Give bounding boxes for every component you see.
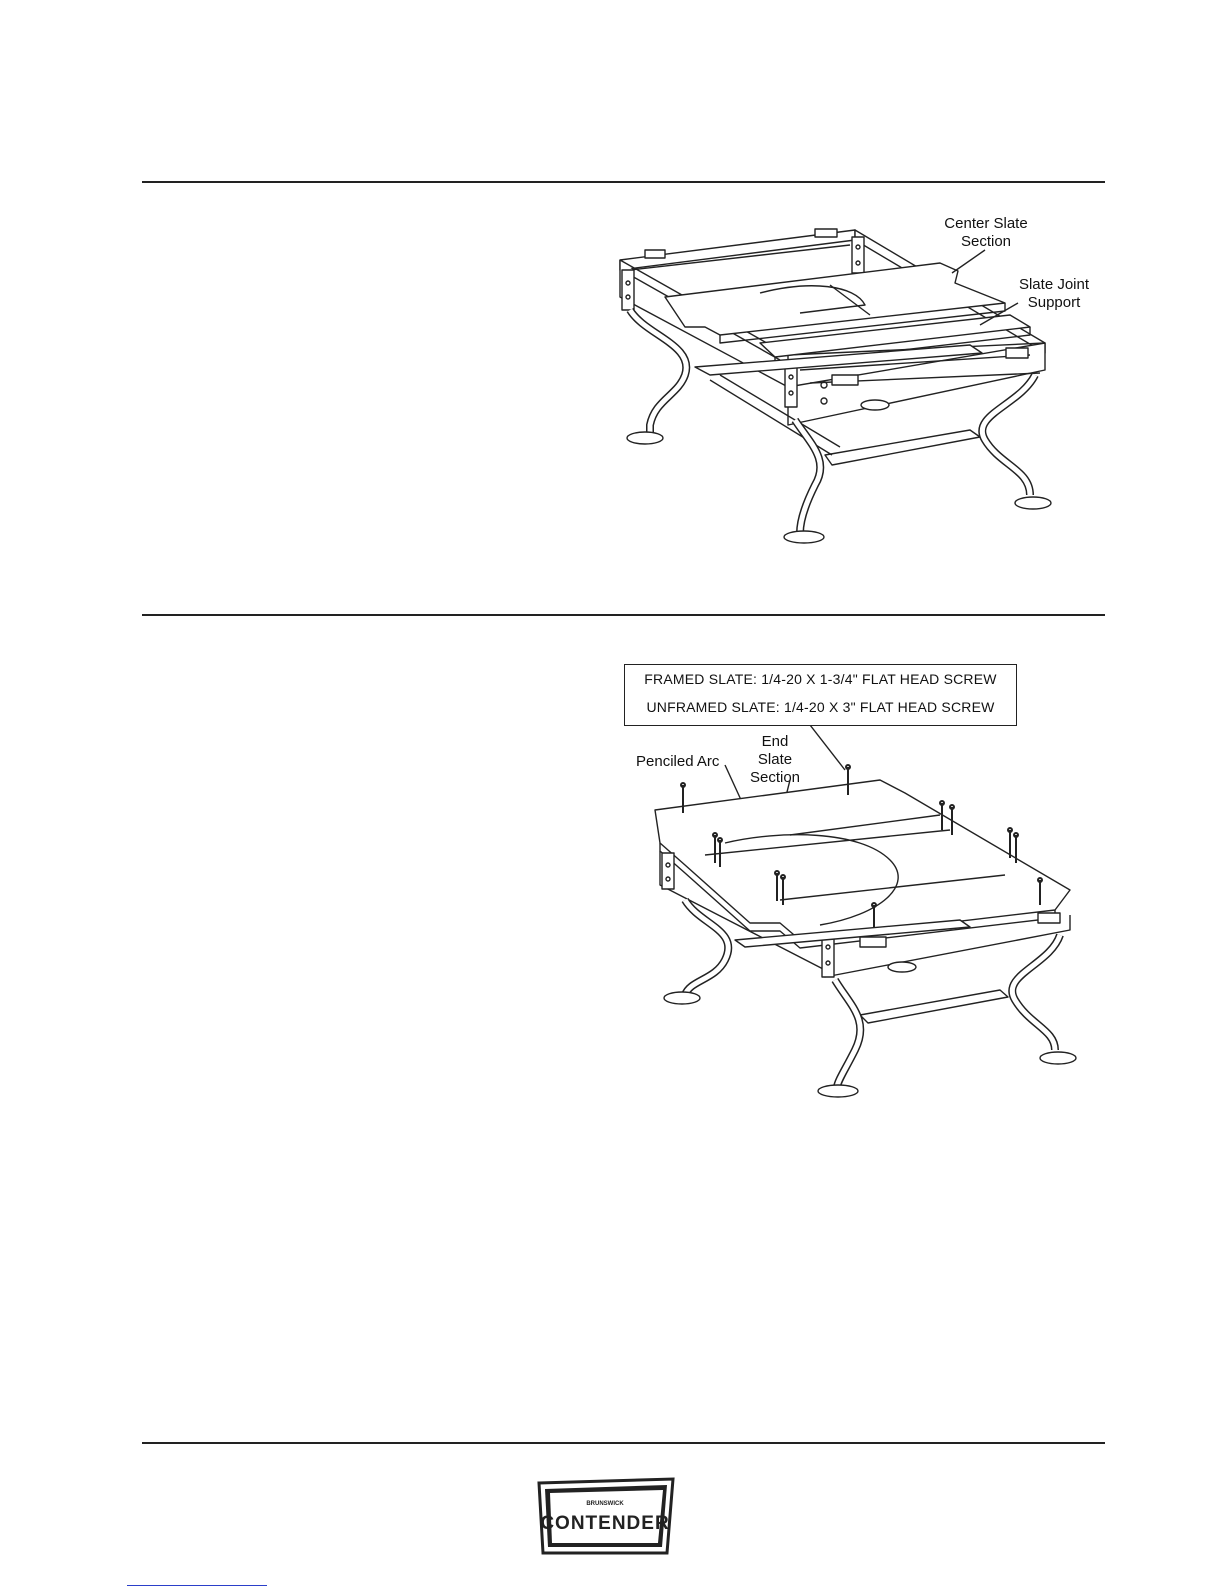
callout-center-slate-line1: Center Slate <box>944 215 1028 232</box>
section-divider-middle <box>142 614 1105 616</box>
svg-text:BRUNSWICK: BRUNSWICK <box>586 1501 624 1507</box>
callout-end-slate-line2: Slate <box>757 751 793 768</box>
figure-center-slate-illustration <box>600 215 1100 555</box>
callout-slate-joint-line1: Slate Joint <box>1018 276 1090 293</box>
figure-end-slate-illustration <box>630 725 1090 1105</box>
contender-logo <box>533 1475 679 1557</box>
section-divider-top <box>142 181 1105 183</box>
svg-text:CONTENDER: CONTENDER <box>540 1513 670 1534</box>
callout-slate-joint-support <box>1006 276 1102 312</box>
callout-end-slate-line1: End <box>761 733 789 750</box>
screw-spec-unframed: UNFRAMED SLATE: 1/4-20 X 3" FLAT HEAD SCREW <box>646 699 995 715</box>
callout-end-slate-line3: Section <box>749 769 801 786</box>
screw-spec-framed: FRAMED SLATE: 1/4-20 X 1-3/4" FLAT HEAD SCREW <box>644 671 997 687</box>
callout-penciled-arc-label: Penciled Arc <box>636 753 720 770</box>
screw-spec-box <box>624 664 1017 726</box>
callout-center-slate-line2: Section <box>960 233 1012 250</box>
callout-slate-joint-line2: Support <box>1027 294 1081 311</box>
section-divider-bottom <box>142 1442 1105 1444</box>
callout-center-slate-section <box>930 215 1042 251</box>
